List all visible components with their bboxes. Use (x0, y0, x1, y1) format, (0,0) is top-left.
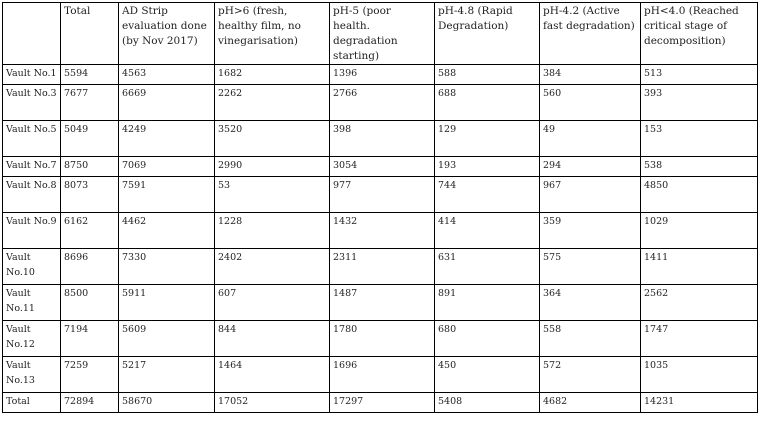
table-cell: 7194 (61, 321, 119, 357)
table-cell: 2402 (215, 249, 330, 285)
table-cell: 14231 (641, 393, 758, 413)
table-cell: 607 (215, 285, 330, 321)
table-cell: 5217 (119, 357, 215, 393)
table-cell: 5594 (61, 65, 119, 85)
table-cell: 1696 (330, 357, 435, 393)
table-cell: 967 (540, 177, 641, 213)
row-label: Vault No.13 (3, 357, 61, 393)
table-cell: 193 (435, 157, 540, 177)
table-cell: 631 (435, 249, 540, 285)
table-cell: 7330 (119, 249, 215, 285)
table-cell: 744 (435, 177, 540, 213)
header-cell-ad-strip: AD Strip evaluation done (by Nov 2017) (119, 3, 215, 65)
table-cell: 49 (540, 121, 641, 157)
table-cell: 5911 (119, 285, 215, 321)
table-cell: 294 (540, 157, 641, 177)
table-row (3, 321, 758, 357)
row-label: Vault No.12 (3, 321, 61, 357)
table-cell: 1432 (330, 213, 435, 249)
table-cell: 4462 (119, 213, 215, 249)
table-cell: 2562 (641, 285, 758, 321)
row-label: Total (3, 393, 61, 413)
table-cell: 7591 (119, 177, 215, 213)
table-cell: 129 (435, 121, 540, 157)
header-cell-ph-lt-4: pH<4.0 (Reached critical stage of decomposition) (641, 3, 758, 65)
table-cell: 393 (641, 85, 758, 121)
table-cell: 5408 (435, 393, 540, 413)
table-cell: 1228 (215, 213, 330, 249)
header-row (3, 3, 758, 65)
row-label: Vault No.7 (3, 157, 61, 177)
table-cell: 4682 (540, 393, 641, 413)
table-cell: 572 (540, 357, 641, 393)
table-cell: 364 (540, 285, 641, 321)
table-cell: 450 (435, 357, 540, 393)
table-cell: 588 (435, 65, 540, 85)
table-cell: 58670 (119, 393, 215, 413)
table-cell: 359 (540, 213, 641, 249)
table-cell: 688 (435, 85, 540, 121)
table-cell: 153 (641, 121, 758, 157)
table-row (3, 121, 758, 157)
table-cell: 8750 (61, 157, 119, 177)
table-cell: 7677 (61, 85, 119, 121)
table-cell: 4850 (641, 177, 758, 213)
table-cell: 4249 (119, 121, 215, 157)
table-cell: 560 (540, 85, 641, 121)
table-row (3, 357, 758, 393)
table-cell: 2766 (330, 85, 435, 121)
row-label: Vault No.11 (3, 285, 61, 321)
header-cell-ph-4-8: pH-4.8 (Rapid Degradation) (435, 3, 540, 65)
table-cell: 17297 (330, 393, 435, 413)
table-cell: 4563 (119, 65, 215, 85)
table-cell: 844 (215, 321, 330, 357)
table-cell: 680 (435, 321, 540, 357)
row-label: Vault No.10 (3, 249, 61, 285)
table-cell: 6669 (119, 85, 215, 121)
table-row (3, 285, 758, 321)
table-cell: 1035 (641, 357, 758, 393)
table-row (3, 65, 758, 85)
table-cell: 1464 (215, 357, 330, 393)
header-cell-ph-4-2: pH-4.2 (Active fast degradation) (540, 3, 641, 65)
table-cell: 5049 (61, 121, 119, 157)
table-cell: 575 (540, 249, 641, 285)
table-cell: 2990 (215, 157, 330, 177)
table-cell: 1487 (330, 285, 435, 321)
total-row (3, 393, 758, 413)
table-cell: 538 (641, 157, 758, 177)
table-row (3, 249, 758, 285)
table-row (3, 157, 758, 177)
table-row (3, 85, 758, 121)
table-cell: 7069 (119, 157, 215, 177)
row-label: Vault No.1 (3, 65, 61, 85)
table-cell: 1747 (641, 321, 758, 357)
table-cell: 384 (540, 65, 641, 85)
header-cell-ph-5: pH-5 (poor health. degradation starting) (330, 3, 435, 65)
header-cell-ph-gt-6: pH>6 (fresh, healthy film, no vinegarisation) (215, 3, 330, 65)
table-cell: 5609 (119, 321, 215, 357)
table-cell: 1411 (641, 249, 758, 285)
table-cell: 513 (641, 65, 758, 85)
row-label: Vault No.3 (3, 85, 61, 121)
table-cell: 7259 (61, 357, 119, 393)
table-row (3, 177, 758, 213)
table-cell: 414 (435, 213, 540, 249)
table-cell: 2262 (215, 85, 330, 121)
table-cell: 53 (215, 177, 330, 213)
table-row (3, 213, 758, 249)
vault-ph-table (2, 2, 758, 413)
table-cell: 8500 (61, 285, 119, 321)
table-cell: 1396 (330, 65, 435, 85)
table-cell: 3520 (215, 121, 330, 157)
table-cell: 1682 (215, 65, 330, 85)
table-cell: 8073 (61, 177, 119, 213)
table-cell: 977 (330, 177, 435, 213)
table-cell: 558 (540, 321, 641, 357)
table-cell: 2311 (330, 249, 435, 285)
row-label: Vault No.5 (3, 121, 61, 157)
header-cell-blank (3, 3, 61, 65)
table-cell: 17052 (215, 393, 330, 413)
table-cell: 1029 (641, 213, 758, 249)
row-label: Vault No.9 (3, 213, 61, 249)
table-cell: 3054 (330, 157, 435, 177)
table-cell: 72894 (61, 393, 119, 413)
header-cell-total: Total (61, 3, 119, 65)
row-label: Vault No.8 (3, 177, 61, 213)
table-cell: 1780 (330, 321, 435, 357)
table-cell: 398 (330, 121, 435, 157)
table-cell: 891 (435, 285, 540, 321)
table-cell: 6162 (61, 213, 119, 249)
table-cell: 8696 (61, 249, 119, 285)
